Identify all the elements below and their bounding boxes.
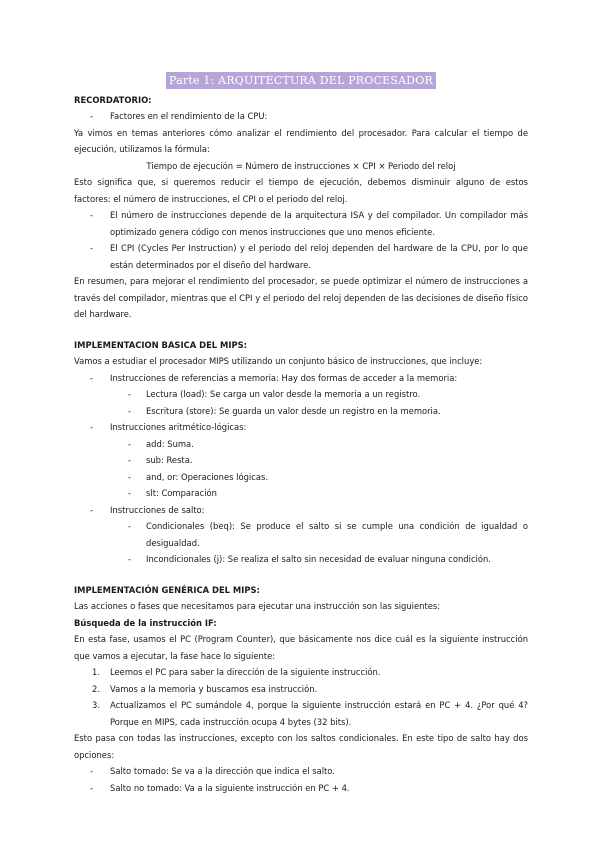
dash-marker: - (90, 504, 94, 515)
list-item (74, 502, 528, 519)
dash-marker: - (90, 766, 94, 776)
paragraph: Vamos a estudiar el procesador MIPS utilizando un conjunto básico de instrucciones, que incluye: (74, 356, 483, 366)
sub-list-item (74, 436, 528, 453)
paragraph: Esto significa que, si queremos reducir el tiempo de ejecución, debemos disminuir alguno de estos factores: el número de instrucciones, el CPI o el periodo del reloj. (74, 177, 528, 204)
list-item-text: Instrucciones aritmético-lógicas: (110, 422, 247, 432)
list-item-text: Escritura (store): Se guarda un valor desde un registro en la memoria. (146, 405, 441, 416)
dash-marker: - (90, 372, 94, 383)
list-item-text: Salto no tomado: Va a la siguiente instrucción en PC + 4. (110, 782, 350, 793)
subheading: Búsqueda de la instrucción IF: (74, 617, 217, 628)
sub-list-item (74, 551, 528, 568)
number-marker: 2. (92, 683, 100, 694)
list-item-text: Instrucciones de referencias a memoria: Hay dos formas de acceder a la memoria: (110, 372, 458, 383)
generica-heading: IMPLEMENTACIÓN GENÉRICA DEL MIPS: (74, 584, 260, 595)
dash-marker: - (90, 111, 94, 121)
numbered-item (74, 664, 528, 681)
dash-marker: - (128, 488, 132, 498)
sub-list-item (74, 485, 528, 502)
page-title: Parte 1: ARQUITECTURA DEL PROCESADOR (166, 72, 436, 89)
paragraph: En esta fase, usamos el PC (Program Counter), que básicamente nos dice cuál es la siguiente instrucción que vamos a ejecutar, la fase hace lo siguiente: (74, 634, 528, 661)
list-item (74, 207, 528, 240)
numbered-item (74, 681, 528, 698)
list-item-text: Lectura (load): Se carga un valor desde la memoria a un registro. (146, 389, 421, 399)
paragraph: Esto pasa con todas las instrucciones, excepto con los saltos condicionales. En este tipo de salto hay dos opciones: (74, 733, 528, 760)
list-item-text: Instrucciones de salto: (110, 504, 205, 515)
sub-list-item (74, 403, 528, 420)
dash-marker: - (128, 455, 132, 465)
list-item-text: Vamos a la memoria y buscamos esa instrucción. (110, 683, 318, 694)
dash-marker: - (128, 405, 132, 416)
list-item-text: Actualizamos el PC sumándole 4, porque la siguiente instrucción estará en PC + 4. ¿Por qué 4? Porque en MIPS, cada instrucción ocupa 4 bytes (32 bits). (110, 700, 528, 727)
dash-marker: - (128, 389, 132, 399)
numbered-item (74, 697, 528, 730)
list-item-text: Condicionales (beq): Se produce el salto si se cumple una condición de igualdad o desigualdad. (146, 521, 528, 548)
list-item-text: Incondicionales (j): Se realiza el salto sin necesidad de evaluar ninguna condición. (146, 554, 491, 564)
number-marker: 3. (92, 700, 100, 710)
sub-list-item (74, 469, 528, 486)
dash-marker: - (128, 471, 132, 482)
list-item (74, 240, 528, 273)
list-item-text: El CPI (Cycles Per Instruction) y el periodo del reloj dependen del hardware de la CPU, por lo que están determinados por el diseño del hardware. (110, 243, 528, 270)
list-item (74, 370, 528, 387)
title-block (74, 72, 528, 90)
paragraph: Las acciones o fases que necesitamos para ejecutar una instrucción son las siguientes: (74, 601, 441, 611)
number-marker: 1. (92, 667, 100, 677)
list-item-text: and, or: Operaciones lógicas. (146, 471, 269, 482)
dash-marker: - (90, 243, 94, 253)
list-item (74, 419, 528, 436)
list-item-text: Factores en el rendimiento de la CPU: (110, 111, 268, 121)
list-item-text: slt: Comparación (146, 488, 217, 498)
list-item-text: sub: Resta. (146, 455, 193, 465)
dash-marker: - (90, 422, 94, 432)
list-item (74, 108, 528, 125)
list-item-text: Salto tomado: Se va a la dirección que indica el salto. (110, 766, 335, 776)
recordatorio-heading: RECORDATORIO: (74, 94, 152, 105)
paragraph: En resumen, para mejorar el rendimiento del procesador, se puede optimizar el número de instrucciones a través del compilador, mientras que el CPI y el periodo del reloj dependen de las decisiones de diseño físico del hardware. (74, 276, 528, 319)
sub-list-item (74, 452, 528, 469)
paragraph: Ya vimos en temas anteriores cómo analizar el rendimiento del procesador. Para calcular el tiempo de ejecución, utilizamos la fórmula: (74, 127, 528, 154)
list-item-text: Leemos el PC para saber la dirección de la siguiente instrucción. (110, 667, 381, 677)
basica-heading: IMPLEMENTACION BASICA DEL MIPS: (74, 339, 248, 350)
dash-marker: - (128, 554, 132, 564)
list-item (74, 763, 528, 780)
list-item-text: add: Suma. (146, 438, 194, 449)
dash-marker: - (90, 210, 94, 220)
formula: Tiempo de ejecución = Número de instrucciones × CPI × Periodo del reloj (146, 160, 456, 171)
dash-marker: - (90, 782, 94, 793)
sub-list-item (74, 518, 528, 551)
dash-marker: - (128, 521, 132, 531)
list-item (74, 780, 528, 797)
sub-list-item (74, 386, 528, 403)
document-page (74, 72, 528, 796)
list-item-text: El número de instrucciones depende de la arquitectura ISA y del compilador. Un compilador más optimizado genera código con menos instrucciones que uno menos eficiente. (110, 210, 528, 237)
dash-marker: - (128, 438, 132, 449)
